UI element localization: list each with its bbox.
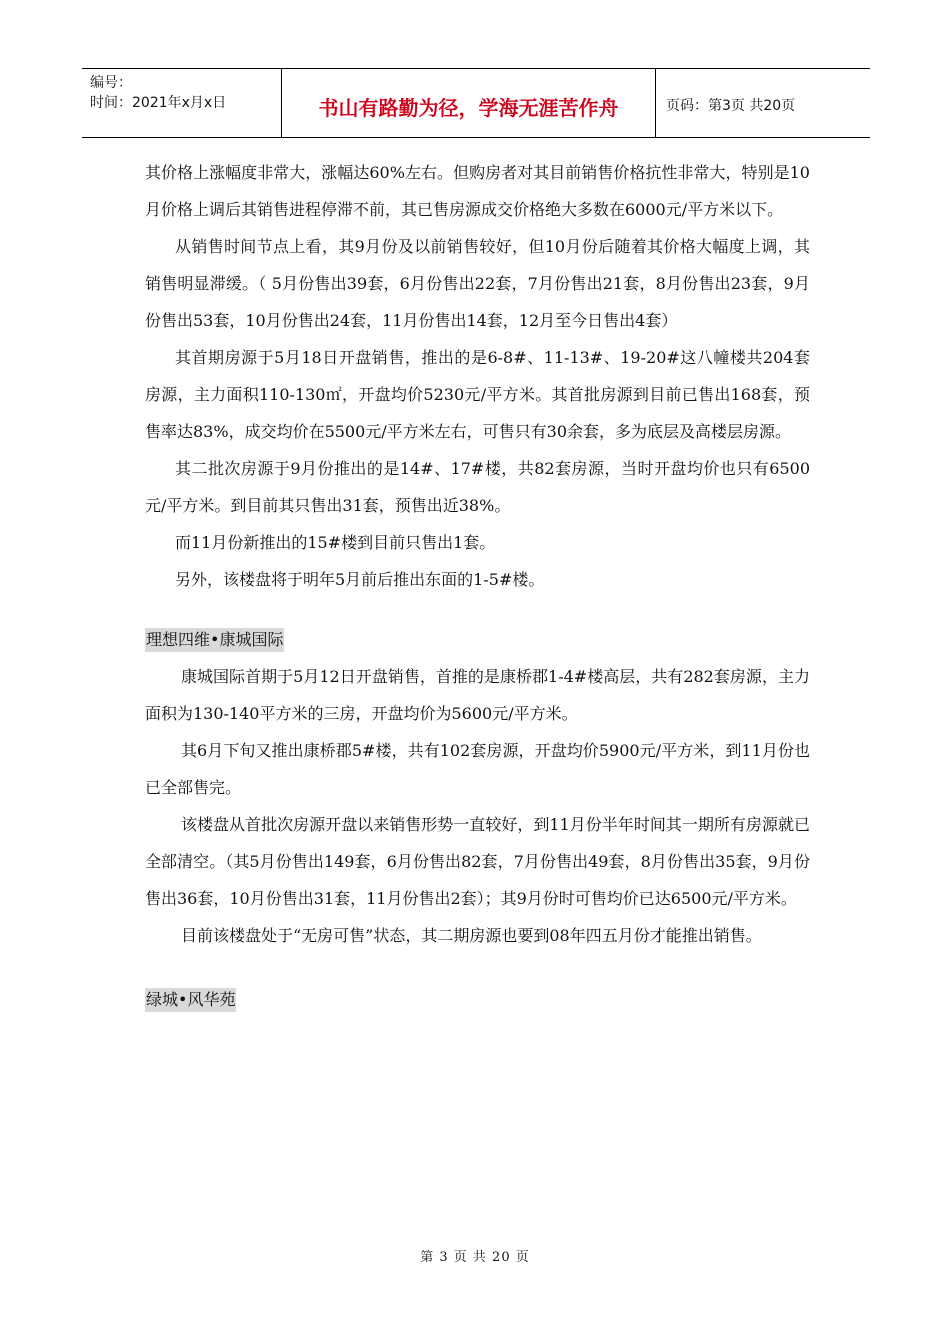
- document-body: [145, 154, 810, 1012]
- paragraph: 另外，该楼盘将于明年5月前后推出东面的1-5#楼。: [175, 570, 545, 589]
- page-footer: 第 3 页 共 20 页: [420, 1250, 530, 1265]
- paragraph: 而11月份新推出的15#楼到目前只售出1套。: [175, 533, 496, 552]
- header-motto: 书山有路勤为径，学海无涯苦作舟: [282, 69, 656, 137]
- paragraph: 从销售时间节点上看，其9月份及以前销售较好，但10月份后随着其价格大幅度上调，其销售明显滞缓。（ 5月份售出39套，6月份售出22套，7月份售出21套，8月份售出23套，9月份售出53套，10月份售出24套，11月份售出14套，12月至今日售出4套）: [145, 237, 810, 330]
- section-heading-fenghuayuan: 绿城•风华苑: [145, 988, 236, 1012]
- paragraph: 其首期房源于5月18日开盘销售，推出的是6-8#、11-13#、19-20#这八幢楼共204套房源，主力面积110-130㎡，开盘均价5230元/平方米。其首批房源到目前已售出168套，预售率达83%，成交均价在5500元/平方米左右，可售只有30余套，多为底层及高楼层房源。: [145, 348, 810, 441]
- paragraph: 目前该楼盘处于“无房可售”状态，其二期房源也要到08年四五月份才能推出销售。: [181, 926, 762, 945]
- section-heading-kangcheng: 理想四维•康城国际: [145, 628, 284, 652]
- page-header: [82, 68, 870, 138]
- section-heading-wrapper: [145, 988, 810, 1012]
- paragraph: 其价格上涨幅度非常大，涨幅达60%左右。但购房者对其目前销售价格抗性非常大，特别是10月价格上调后其销售进程停滞不前，其已售房源成交价格绝大多数在6000元/平方米以下。: [145, 163, 810, 219]
- paragraph: 康城国际首期于5月12日开盘销售，首推的是康桥郡1-4#楼高层，共有282套房源，主力面积为130-140平方米的三房，开盘均价为5600元/平方米。: [145, 667, 810, 723]
- section-heading-wrapper: [145, 628, 810, 652]
- header-meta: [82, 69, 282, 137]
- document-number-label: 编号：: [90, 75, 132, 91]
- document-date-label: 时间：2021年x月x日: [90, 95, 227, 111]
- paragraph: 其二批次房源于9月份推出的是14#、17#楼，共82套房源，当时开盘均价也只有6500元/平方米。到目前其只售出31套，预售出近38%。: [145, 459, 810, 515]
- paragraph: 该楼盘从首批次房源开盘以来销售形势一直较好，到11月份半年时间其一期所有房源就已全部清空。（其5月份售出149套，6月份售出82套，7月份售出49套，8月份售出35套，9月份售出36套，10月份售出31套，11月份售出2套）；其9月份时可售均价已达6500元/平方米。: [145, 815, 810, 908]
- paragraph: 其6月下旬又推出康桥郡5#楼，共有102套房源，开盘均价5900元/平方米，到11月份也已全部售完。: [145, 741, 810, 797]
- header-page-info: 页码：第3页 共20页: [666, 98, 796, 114]
